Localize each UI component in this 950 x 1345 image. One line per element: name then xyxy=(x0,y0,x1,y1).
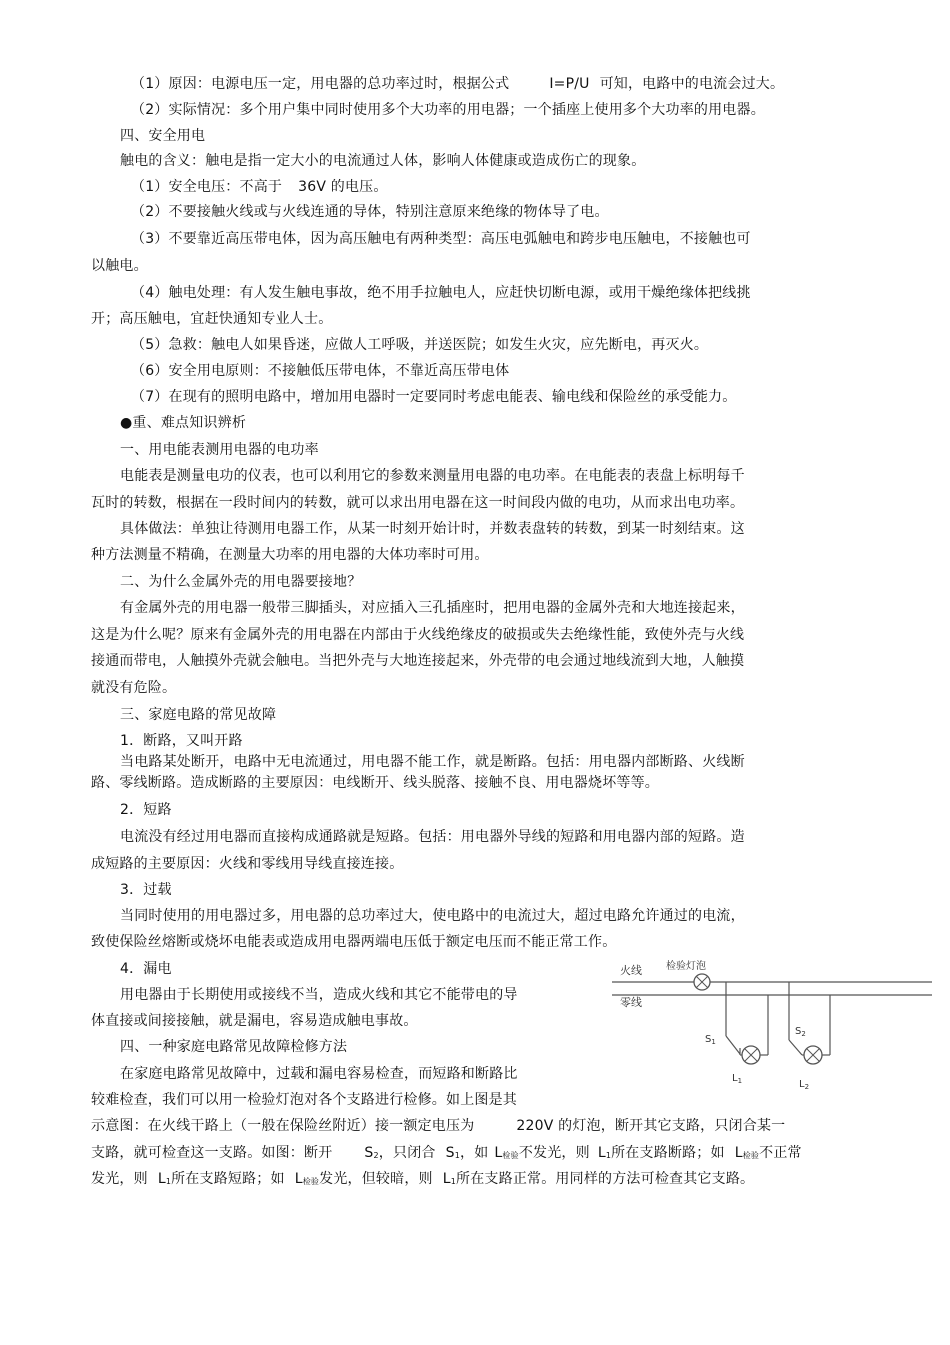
section-heading: 一、用电能表测用电器的电功率 xyxy=(120,442,319,458)
section-heading: 三、家庭电路的常见故障 xyxy=(120,707,277,723)
text-line: （5）急救：触电人如果昏迷，应做人工呼吸，并送医院；如发生火灾，应先断电，再灭火。 xyxy=(131,337,709,353)
subsection-heading: 3．过载 xyxy=(120,882,172,898)
neutral-wire-label: 零线 xyxy=(620,996,642,1009)
switch-s1-icon xyxy=(726,1036,740,1054)
text-line: （7）在现有的照明电路中，增加用电器时一定要同时考虑电能表、输电线和保险丝的承受能力。 xyxy=(131,389,737,405)
section-heading: 四、一种家庭电路常见故障检修方法 xyxy=(120,1039,348,1055)
text-line: 有金属外壳的用电器一般带三脚插头，对应插入三孔插座时，把用电器的金属外壳和大地连接起来， xyxy=(120,600,745,616)
lamp-l2-label: $L_2$ xyxy=(799,1079,810,1091)
lamp-l1-icon xyxy=(742,1046,760,1064)
text-line: 用电器由于长期使用或接线不当，造成火线和其它不能带电的导 xyxy=(120,987,518,1003)
switch-s1-label: $S_1$ xyxy=(705,1034,716,1046)
branch-2 xyxy=(789,982,830,1064)
text-line: 就没有危险。 xyxy=(91,680,177,696)
text-line: （1）原因：电源电压一定，用电器的总功率过时，根据公式 I=P/U 可知，电路中的电流会过大。 xyxy=(131,76,785,92)
text-line: 电流没有经过用电器而直接构成通路就是短路。包括：用电器外导线的短路和用电器内部的短路。造 xyxy=(120,829,745,845)
section-heading: 四、安全用电 xyxy=(120,128,206,144)
text-line: （3）不要靠近高压带电体，因为高压触电有两种类型：高压电弧触电和跨步电压触电，不接触也可 xyxy=(131,231,751,247)
text-line: （6）安全用电原则：不接触低压带电体，不靠近高压带电体 xyxy=(131,363,510,379)
text-line: 具体做法：单独让待测用电器工作，从某一时刻开始计时，并数表盘转的转数，到某一时刻结束。这 xyxy=(120,521,745,537)
text-line: 触电的含义：触电是指一定大小的电流通过人体，影响人体健康或造成伤亡的现象。 xyxy=(120,153,646,169)
text-line: 瓦时的转数，根据在一段时间内的转数，就可以求出用电器在这一时间段内做的电功，从而求出电功率。 xyxy=(91,495,745,511)
text-line: 当同时使用的用电器过多，用电器的总功率过大，使电路中的电流过大，超过电路允许通过的电流， xyxy=(120,908,745,924)
test-bulb-icon xyxy=(694,974,710,990)
text-line: 接通而带电，人触摸外壳就会触电。当把外壳与大地连接起来，外壳带的电会通过地线流到大地，人触摸 xyxy=(91,653,745,669)
text-line: 支路，就可检查这一支路。如图：断开 $S_2$，只闭合 $S_1$，如 $L_{检验}$不发光，则 $L_1$所在支路断路；如 $L_{检验}$不正常 xyxy=(91,1145,802,1161)
lamp-l2-icon xyxy=(804,1046,822,1064)
subsection-heading: 2．短路 xyxy=(120,802,172,818)
subsection-heading: 1．断路，又叫开路 xyxy=(120,733,243,749)
text-line: 开；高压触电，宜赶快通知专业人士。 xyxy=(91,311,333,327)
switch-s2-label: $S_2$ xyxy=(795,1026,806,1038)
text-line: 路、零线断路。造成断路的主要原因：电线断开、线头脱落、接触不良、用电器烧坏等等。 xyxy=(91,775,659,791)
text-line: 电能表是测量电功的仪表，也可以利用它的参数来测量用电器的电功率。在电能表的表盘上标明每千 xyxy=(120,468,745,484)
text-line: 在家庭电路常见故障中，过载和漏电容易检查，而短路和断路比 xyxy=(120,1066,518,1082)
lamp-l1-label: $L_1$ xyxy=(732,1073,743,1085)
formula: I=P/U xyxy=(549,76,590,92)
text-line: （2）实际情况：多个用户集中同时使用多个大功率的用电器；一个插座上使用多个大功率的用电器。 xyxy=(131,102,765,118)
text-line: 当电路某处断开，电路中无电流通过，用电器不能工作，就是断路。包括：用电器内部断路、火线断 xyxy=(120,754,745,770)
text-line: 体直接或间接接触，就是漏电，容易造成触电事故。 xyxy=(91,1013,418,1029)
branch-1 xyxy=(726,982,768,1064)
section-heading: 二、为什么金属外壳的用电器要接地？ xyxy=(120,574,362,590)
test-bulb-label: 检验灯泡 xyxy=(666,961,706,972)
text-line: （4）触电处理：有人发生触电事故，绝不用手拉触电人，应赶快切断电源，或用干燥绝缘体把线挑 xyxy=(131,285,751,301)
text-line: 示意图：在火线干路上（一般在保险丝附近）接一额定电压为 220V 的灯泡，断开其它支路，只闭合某一 xyxy=(91,1118,786,1134)
subsection-heading: 4．漏电 xyxy=(120,961,172,977)
text-line: 成短路的主要原因：火线和零线用导线直接连接。 xyxy=(91,856,404,872)
text-line: （1）安全电压：不高于 36V 的电压。 xyxy=(131,179,388,195)
live-wire-label: 火线 xyxy=(620,964,642,977)
text-line: （2）不要接触火线或与火线连通的导体，特别注意原来绝缘的物体导了电。 xyxy=(131,204,609,220)
text-line: 种方法测量不精确，在测量大功率的用电器的大体功率时可用。 xyxy=(91,547,489,563)
text-line: 致使保险丝熔断或烧坏电能表或造成用电器两端电压低于额定电压而不能正常工作。 xyxy=(91,934,617,950)
text-line: 较难检查，我们可以用一检验灯泡对各个支路进行检修。如上图是其 xyxy=(91,1092,517,1108)
text-line: 以触电。 xyxy=(91,258,148,274)
text-line: 发光，则 $L_1$所在支路短路；如 $L_{检验}$发光，但较暗，则 $L_1$所在支路正常。用同样的方法可检查其它支路。 xyxy=(91,1171,755,1187)
text-line: 这是为什么呢？原来有金属外壳的用电器在内部由于火线绝缘皮的破损或失去绝缘性能，致使外壳与火线 xyxy=(91,627,745,643)
circuit-diagram xyxy=(612,958,932,1098)
section-heading: ●重、难点知识辨析 xyxy=(120,415,247,431)
switch-s2-icon xyxy=(789,1040,802,1055)
